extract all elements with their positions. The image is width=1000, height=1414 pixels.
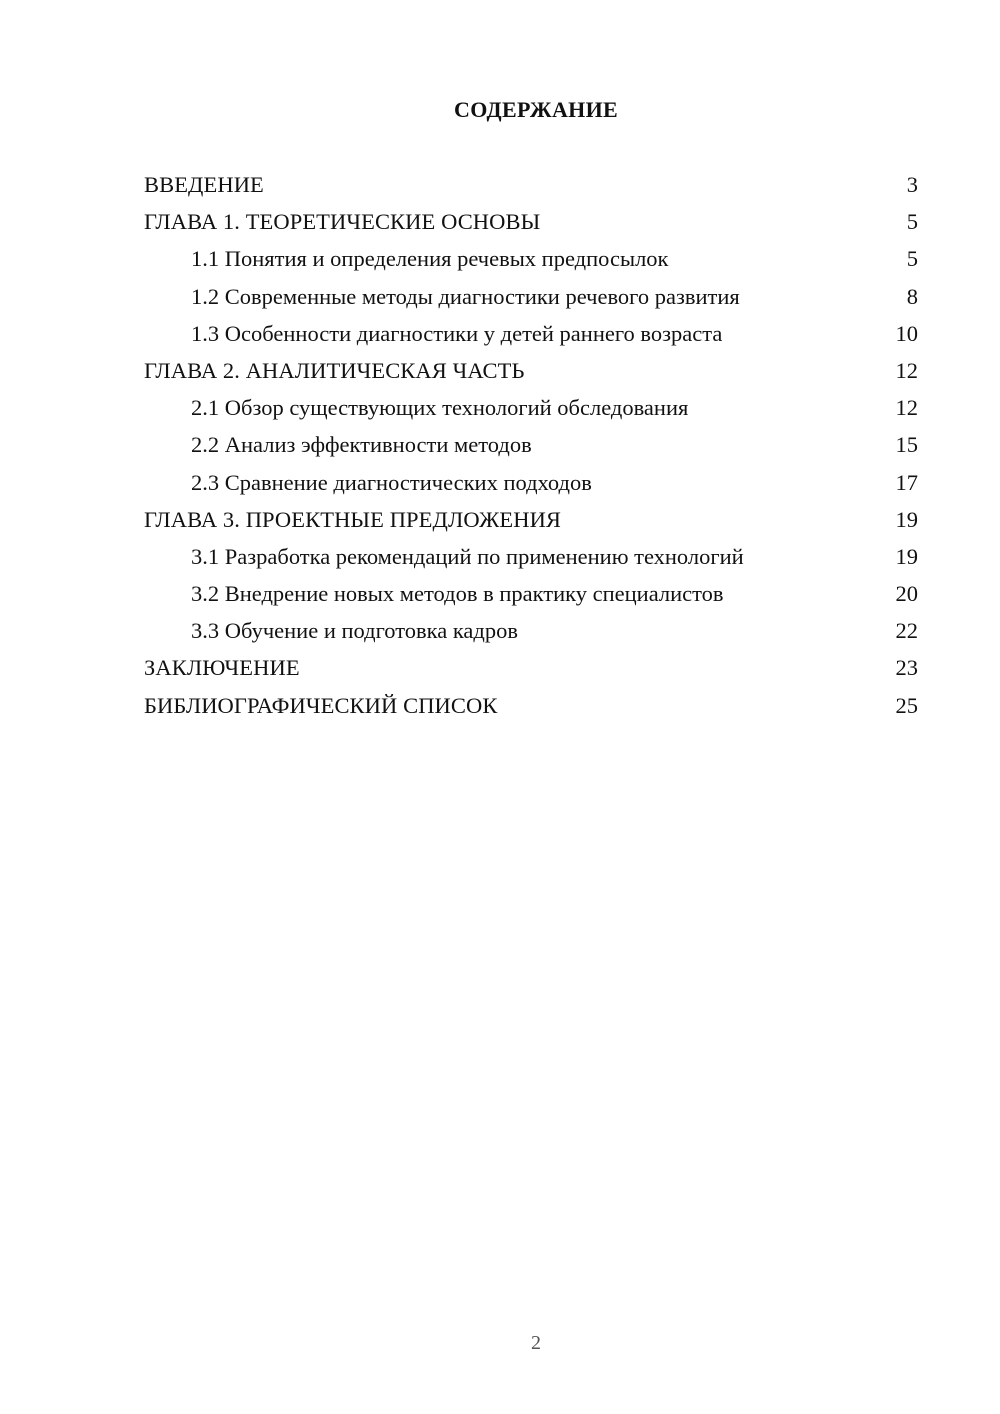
toc-entry-label: 2.2 Анализ эффективности методов <box>191 432 532 458</box>
toc-entry-page: 20 <box>895 581 918 607</box>
toc-entry-label: 1.1 Понятия и определения речевых предпосылок <box>191 246 669 272</box>
toc-entry-label: 3.2 Внедрение новых методов в практику специалистов <box>191 581 724 607</box>
toc-entry-page: 10 <box>895 320 918 346</box>
toc-entry-chapter-3 <box>144 501 918 538</box>
toc-entry-page: 5 <box>906 246 918 272</box>
toc-entry-bibliography <box>144 687 918 724</box>
table-of-contents <box>144 166 918 724</box>
toc-entry-page: 15 <box>895 432 918 458</box>
toc-entry-label: 2.3 Сравнение диагностических подходов <box>191 469 592 495</box>
toc-entry-section-2-1 <box>144 389 918 426</box>
toc-entry-label: ГЛАВА 2. АНАЛИТИЧЕСКАЯ ЧАСТЬ <box>144 357 525 383</box>
toc-entry-page: 19 <box>895 506 918 532</box>
toc-entry-label: 3.1 Разработка рекомендаций по применению технологий <box>191 543 744 569</box>
toc-entry-section-2-3 <box>144 464 918 501</box>
toc-entry-label: ВВЕДЕНИЕ <box>144 172 264 197</box>
toc-entry-conclusion <box>144 649 918 686</box>
toc-entry-page: 17 <box>895 469 918 495</box>
toc-entry-page: 5 <box>906 209 918 235</box>
toc-entry-label: 1.2 Современные методы диагностики речевого развития <box>191 283 740 309</box>
toc-entry-page: 19 <box>895 543 918 569</box>
page-number: 2 <box>531 1332 541 1354</box>
toc-entry-page: 12 <box>895 395 918 421</box>
toc-entry-page: 23 <box>895 655 918 681</box>
toc-entry-label: 1.3 Особенности диагностики у детей раннего возраста <box>191 320 723 346</box>
toc-entry-section-3-3 <box>144 612 918 649</box>
toc-entry-section-1-1 <box>144 240 918 277</box>
toc-entry-label: ЗАКЛЮЧЕНИЕ <box>144 655 300 681</box>
toc-entry-chapter-1 <box>144 203 918 240</box>
toc-entry-page: 22 <box>895 618 918 644</box>
toc-entry-label: 2.1 Обзор существующих технологий обследования <box>191 395 689 421</box>
toc-entry-page: 3 <box>906 172 918 197</box>
toc-entry-label: 3.3 Обучение и подготовка кадров <box>191 618 518 644</box>
toc-entry-section-3-2 <box>144 575 918 612</box>
toc-entry-section-1-3 <box>144 315 918 352</box>
toc-entry-page: 8 <box>906 283 918 309</box>
toc-entry-page: 12 <box>895 357 918 383</box>
toc-entry-label: ГЛАВА 3. ПРОЕКТНЫЕ ПРЕДЛОЖЕНИЯ <box>144 506 562 532</box>
toc-entry-section-3-1 <box>144 538 918 575</box>
toc-entry-section-2-2 <box>144 426 918 463</box>
toc-entry-section-1-2 <box>144 278 918 315</box>
toc-entry-label: ГЛАВА 1. ТЕОРЕТИЧЕСКИЕ ОСНОВЫ <box>144 209 541 235</box>
page-title: СОДЕРЖАНИЕ <box>454 97 618 122</box>
toc-entry-page: 25 <box>895 692 918 718</box>
toc-entry-chapter-2 <box>144 352 918 389</box>
toc-entry-label: БИБЛИОГРАФИЧЕСКИЙ СПИСОК <box>144 692 498 718</box>
toc-entry-introduction <box>144 166 918 203</box>
